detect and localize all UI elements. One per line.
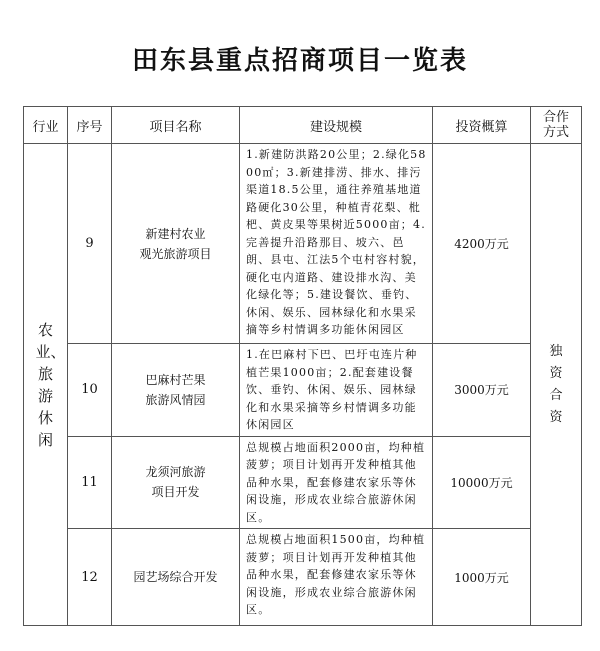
row-seq: 11 <box>68 436 112 529</box>
table-row <box>24 529 582 626</box>
project-name-line1: 巴麻村芒果 <box>145 372 206 387</box>
project-name-line2: 旅游风情园 <box>145 392 206 407</box>
table-header-row <box>24 107 582 144</box>
row-seq: 10 <box>68 344 112 437</box>
cooperation-cell <box>531 144 582 626</box>
project-name-line1: 龙须河旅游 <box>145 465 206 480</box>
table-row <box>24 436 582 529</box>
header-name: 项目名称 <box>112 107 240 144</box>
row-scale: 1.新建防洪路20公里；2.绿化5800㎡；3.新建排涝、排水、排污渠道18.5公里，通往养殖基地道路硬化30公里，种植青花梨、枇杷、黄皮果等果树近5000亩；4.完善提升沿路那目、坡六、邑朗、县屯、江法5个屯村容村貌，硬化屯内道路、建设排水沟、美化绿化等；5.建设餐饮、垂钓、休闲、娱乐、园林绿化和水果采摘等乡村情调多功能休闲园区 <box>240 144 433 344</box>
header-cooperation-line2: 方式 <box>542 125 569 140</box>
page-title: 田东县重点招商项目一览表 <box>131 46 468 76</box>
industry-cell <box>24 144 68 626</box>
table-row <box>24 144 582 344</box>
row-scale: 1.在巴麻村下巴、巴圩屯连片种植芒果1000亩；2.配套建设餐饮、垂钓、休闲、娱乐、园林绿化和水果采摘等乡村情调多功能休闲园区 <box>240 344 433 437</box>
row-investment: 4200万元 <box>433 144 531 344</box>
project-name-line2: 项目开发 <box>151 485 200 500</box>
row-investment: 3000万元 <box>433 344 531 437</box>
row-project-name <box>112 529 240 626</box>
project-name-line2: 观光旅游项目 <box>139 246 212 261</box>
industry-label: 农业、旅游休闲 <box>35 320 66 449</box>
project-name-line1: 新建村农业 <box>145 226 206 241</box>
header-investment: 投资概算 <box>433 107 531 144</box>
row-investment: 1000万元 <box>433 529 531 626</box>
header-seq: 序号 <box>68 107 112 144</box>
row-investment: 10000万元 <box>433 436 531 529</box>
project-name-line1: 园艺场综合开发 <box>133 570 218 584</box>
row-project-name <box>112 344 240 437</box>
row-project-name <box>112 144 240 344</box>
header-cooperation-line1: 合作 <box>542 110 569 125</box>
table-row <box>24 344 582 437</box>
header-cooperation <box>531 107 582 144</box>
row-seq: 9 <box>68 144 112 344</box>
cooperation-label: 独资合资 <box>549 343 563 425</box>
row-seq: 12 <box>68 529 112 626</box>
header-scale: 建设规模 <box>240 107 433 144</box>
project-table <box>23 106 582 626</box>
row-scale: 总规模占地面积2000亩，均种植菠萝；项目计划再开发种植其他品种水果，配套修建农家乐等休闲设施，形成农业综合旅游休闲区。 <box>240 436 433 529</box>
row-project-name <box>112 436 240 529</box>
header-industry: 行业 <box>24 107 68 144</box>
row-scale: 总规模占地面积1500亩，均种植菠萝；项目计划再开发种植其他品种水果，配套修建农家乐等休闲设施，形成农业综合旅游休闲区。 <box>240 529 433 626</box>
